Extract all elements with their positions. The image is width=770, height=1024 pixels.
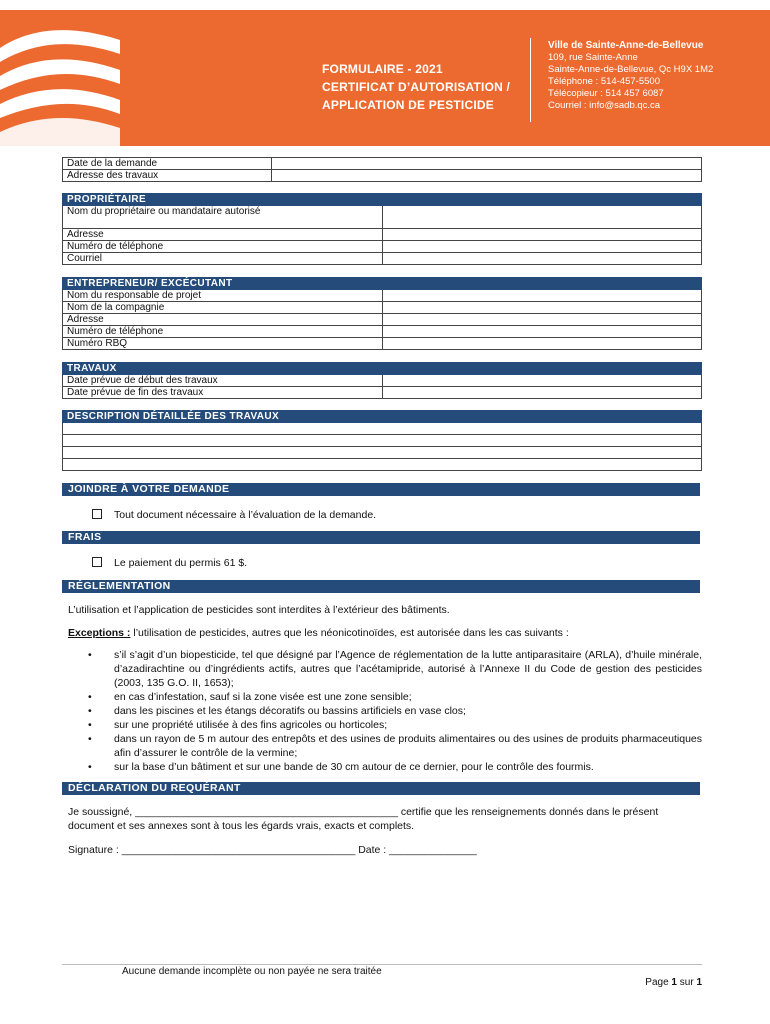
label-date-fin: Date prévue de fin des travaux [63, 387, 383, 399]
travaux-table [62, 362, 702, 399]
exceptions-text: l’utilisation de pesticides, autres que les néonicotinoïdes, est autorisée dans les cas suivants : [130, 627, 569, 639]
field-date-demande[interactable] [272, 158, 702, 170]
contact-fax: Télécopieur : 514 457 6087 [548, 88, 664, 99]
section-entrepreneur-title: ENTREPRENEUR/ EXCÉCUTANT [63, 278, 702, 290]
header-divider [530, 38, 531, 122]
general-table [62, 157, 702, 182]
label-numero-rbq: Numéro RBQ [63, 338, 383, 350]
field-proprietaire-courriel[interactable] [382, 253, 702, 265]
exception-item: • dans un rayon de 5 m autour des entrepôts et des usines de produits alimentaires ou des usines de produits pharmaceutiques afin d’assurer le contrôle de la vermine; [68, 732, 702, 760]
description-table [62, 410, 702, 471]
checkbox-documents[interactable] [92, 509, 102, 519]
contact-phone: Téléphone : 514-457-5500 [548, 76, 660, 87]
signature-line[interactable]: Signature : ________________________________________ Date : _______________ [68, 844, 477, 856]
label-date-demande: Date de la demande [63, 158, 272, 170]
section-joindre-title: JOINDRE À VOTRE DEMANDE [62, 483, 700, 496]
label-nom-proprietaire: Nom du propriétaire ou mandataire autorisé [63, 206, 383, 229]
label-adresse-travaux: Adresse des travaux [63, 170, 272, 182]
label-date-debut: Date prévue de début des travaux [63, 375, 383, 387]
field-proprietaire-telephone[interactable] [382, 241, 702, 253]
entrepreneur-table [62, 277, 702, 350]
reglementation-intro: L’utilisation et l’application de pesticides sont interdites à l’extérieur des bâtiments. [68, 604, 450, 616]
section-reglementation-title: RÉGLEMENTATION [62, 580, 700, 593]
contact-email: Courriel : info@sadb.qc.ca [548, 100, 661, 111]
checkbox-documents-label: Tout document nécessaire à l’évaluation de la demande. [114, 509, 377, 521]
section-description-title: DESCRIPTION DÉTAILLÉE DES TRAVAUX [63, 411, 702, 423]
description-line-1[interactable] [63, 423, 702, 435]
section-travaux-title: TRAVAUX [63, 363, 702, 375]
label-entrepreneur-telephone: Numéro de téléphone [63, 326, 383, 338]
exception-item: • sur la base d’un bâtiment et sur une bande de 30 cm autour de ce dernier, pour le contrôle des fourmis. [68, 760, 702, 774]
label-compagnie: Nom de la compagnie [63, 302, 383, 314]
field-compagnie[interactable] [382, 302, 702, 314]
field-entrepreneur-telephone[interactable] [382, 326, 702, 338]
checkbox-paiement[interactable] [92, 557, 102, 567]
footer-divider [62, 964, 702, 965]
page-number [645, 977, 702, 988]
page-prefix: Page [645, 977, 672, 988]
form-title-line-1: FORMULAIRE - 2021 [322, 62, 443, 76]
field-date-debut[interactable] [382, 375, 702, 387]
form-title-line-3: APPLICATION DE PESTICIDE [322, 98, 494, 112]
field-numero-rbq[interactable] [382, 338, 702, 350]
form-title [322, 60, 510, 114]
label-entrepreneur-adresse: Adresse [63, 314, 383, 326]
field-entrepreneur-adresse[interactable] [382, 314, 702, 326]
section-proprietaire-title: PROPRIÉTAIRE [63, 194, 702, 206]
proprietaire-table [62, 193, 702, 265]
field-nom-proprietaire[interactable] [382, 206, 702, 229]
label-proprietaire-adresse: Adresse [63, 229, 383, 241]
exception-item: • dans les piscines et les étangs décoratifs ou bassins artificiels en vase clos; [68, 704, 702, 718]
field-date-fin[interactable] [382, 387, 702, 399]
section-declaration-title: DÉCLARATION DU REQUÉRANT [62, 782, 700, 795]
field-adresse-travaux[interactable] [272, 170, 702, 182]
joindre-checkbox-row[interactable] [92, 509, 376, 521]
checkbox-paiement-label: Le paiement du permis 61 $. [114, 557, 248, 569]
exception-item: • s’il s’agit d’un biopesticide, tel que désigné par l’Agence de réglementation de la lutte antiparasitaire (ARLA), d’huile minérale, d’azadirachtine ou d’ingrédients actifs, autres que l’acétamipride, autorisé à l’Annexe II du Code de gestion des pesticides (2003, 135 G.O. II, 1653); [68, 648, 702, 690]
contact-address-2: Sainte-Anne-de-Bellevue, Qc H9X 1M2 [548, 64, 714, 75]
city-logo-waves [0, 10, 120, 146]
description-line-4[interactable] [63, 459, 702, 471]
exceptions-list [68, 648, 702, 774]
footer-note: Aucune demande incomplète ou non payée ne sera traitée [122, 966, 382, 977]
exceptions-paragraph [68, 626, 700, 640]
exception-item: • en cas d’infestation, sauf si la zone visée est une zone sensible; [68, 690, 702, 704]
exception-item: • sur une propriété utilisée à des fins agricoles ou horticoles; [68, 718, 702, 732]
label-proprietaire-telephone: Numéro de téléphone [63, 241, 383, 253]
field-responsable-projet[interactable] [382, 290, 702, 302]
page-total: 1 [696, 977, 702, 988]
page-current: 1 [671, 977, 677, 988]
frais-checkbox-row[interactable] [92, 557, 247, 569]
label-responsable-projet: Nom du responsable de projet [63, 290, 383, 302]
declaration-text: Je soussigné, _____________________________________________ certifie que les renseignements donnés dans le présent document et ses annexes sont à tous les égards vrais, exacts et complets. [68, 806, 659, 832]
page-sep: sur [676, 977, 697, 988]
exceptions-label: Exceptions : [68, 627, 131, 639]
contact-org: Ville de Sainte-Anne-de-Bellevue [548, 40, 704, 51]
form-title-line-2: CERTIFICAT D’AUTORISATION / [322, 80, 511, 94]
header-banner [0, 10, 770, 146]
contact-address-1: 109, rue Sainte-Anne [548, 52, 638, 63]
label-proprietaire-courriel: Courriel [63, 253, 383, 265]
section-frais-title: FRAIS [62, 531, 700, 544]
description-line-2[interactable] [63, 435, 702, 447]
description-line-3[interactable] [63, 447, 702, 459]
field-proprietaire-adresse[interactable] [382, 229, 702, 241]
contact-block [548, 40, 713, 112]
